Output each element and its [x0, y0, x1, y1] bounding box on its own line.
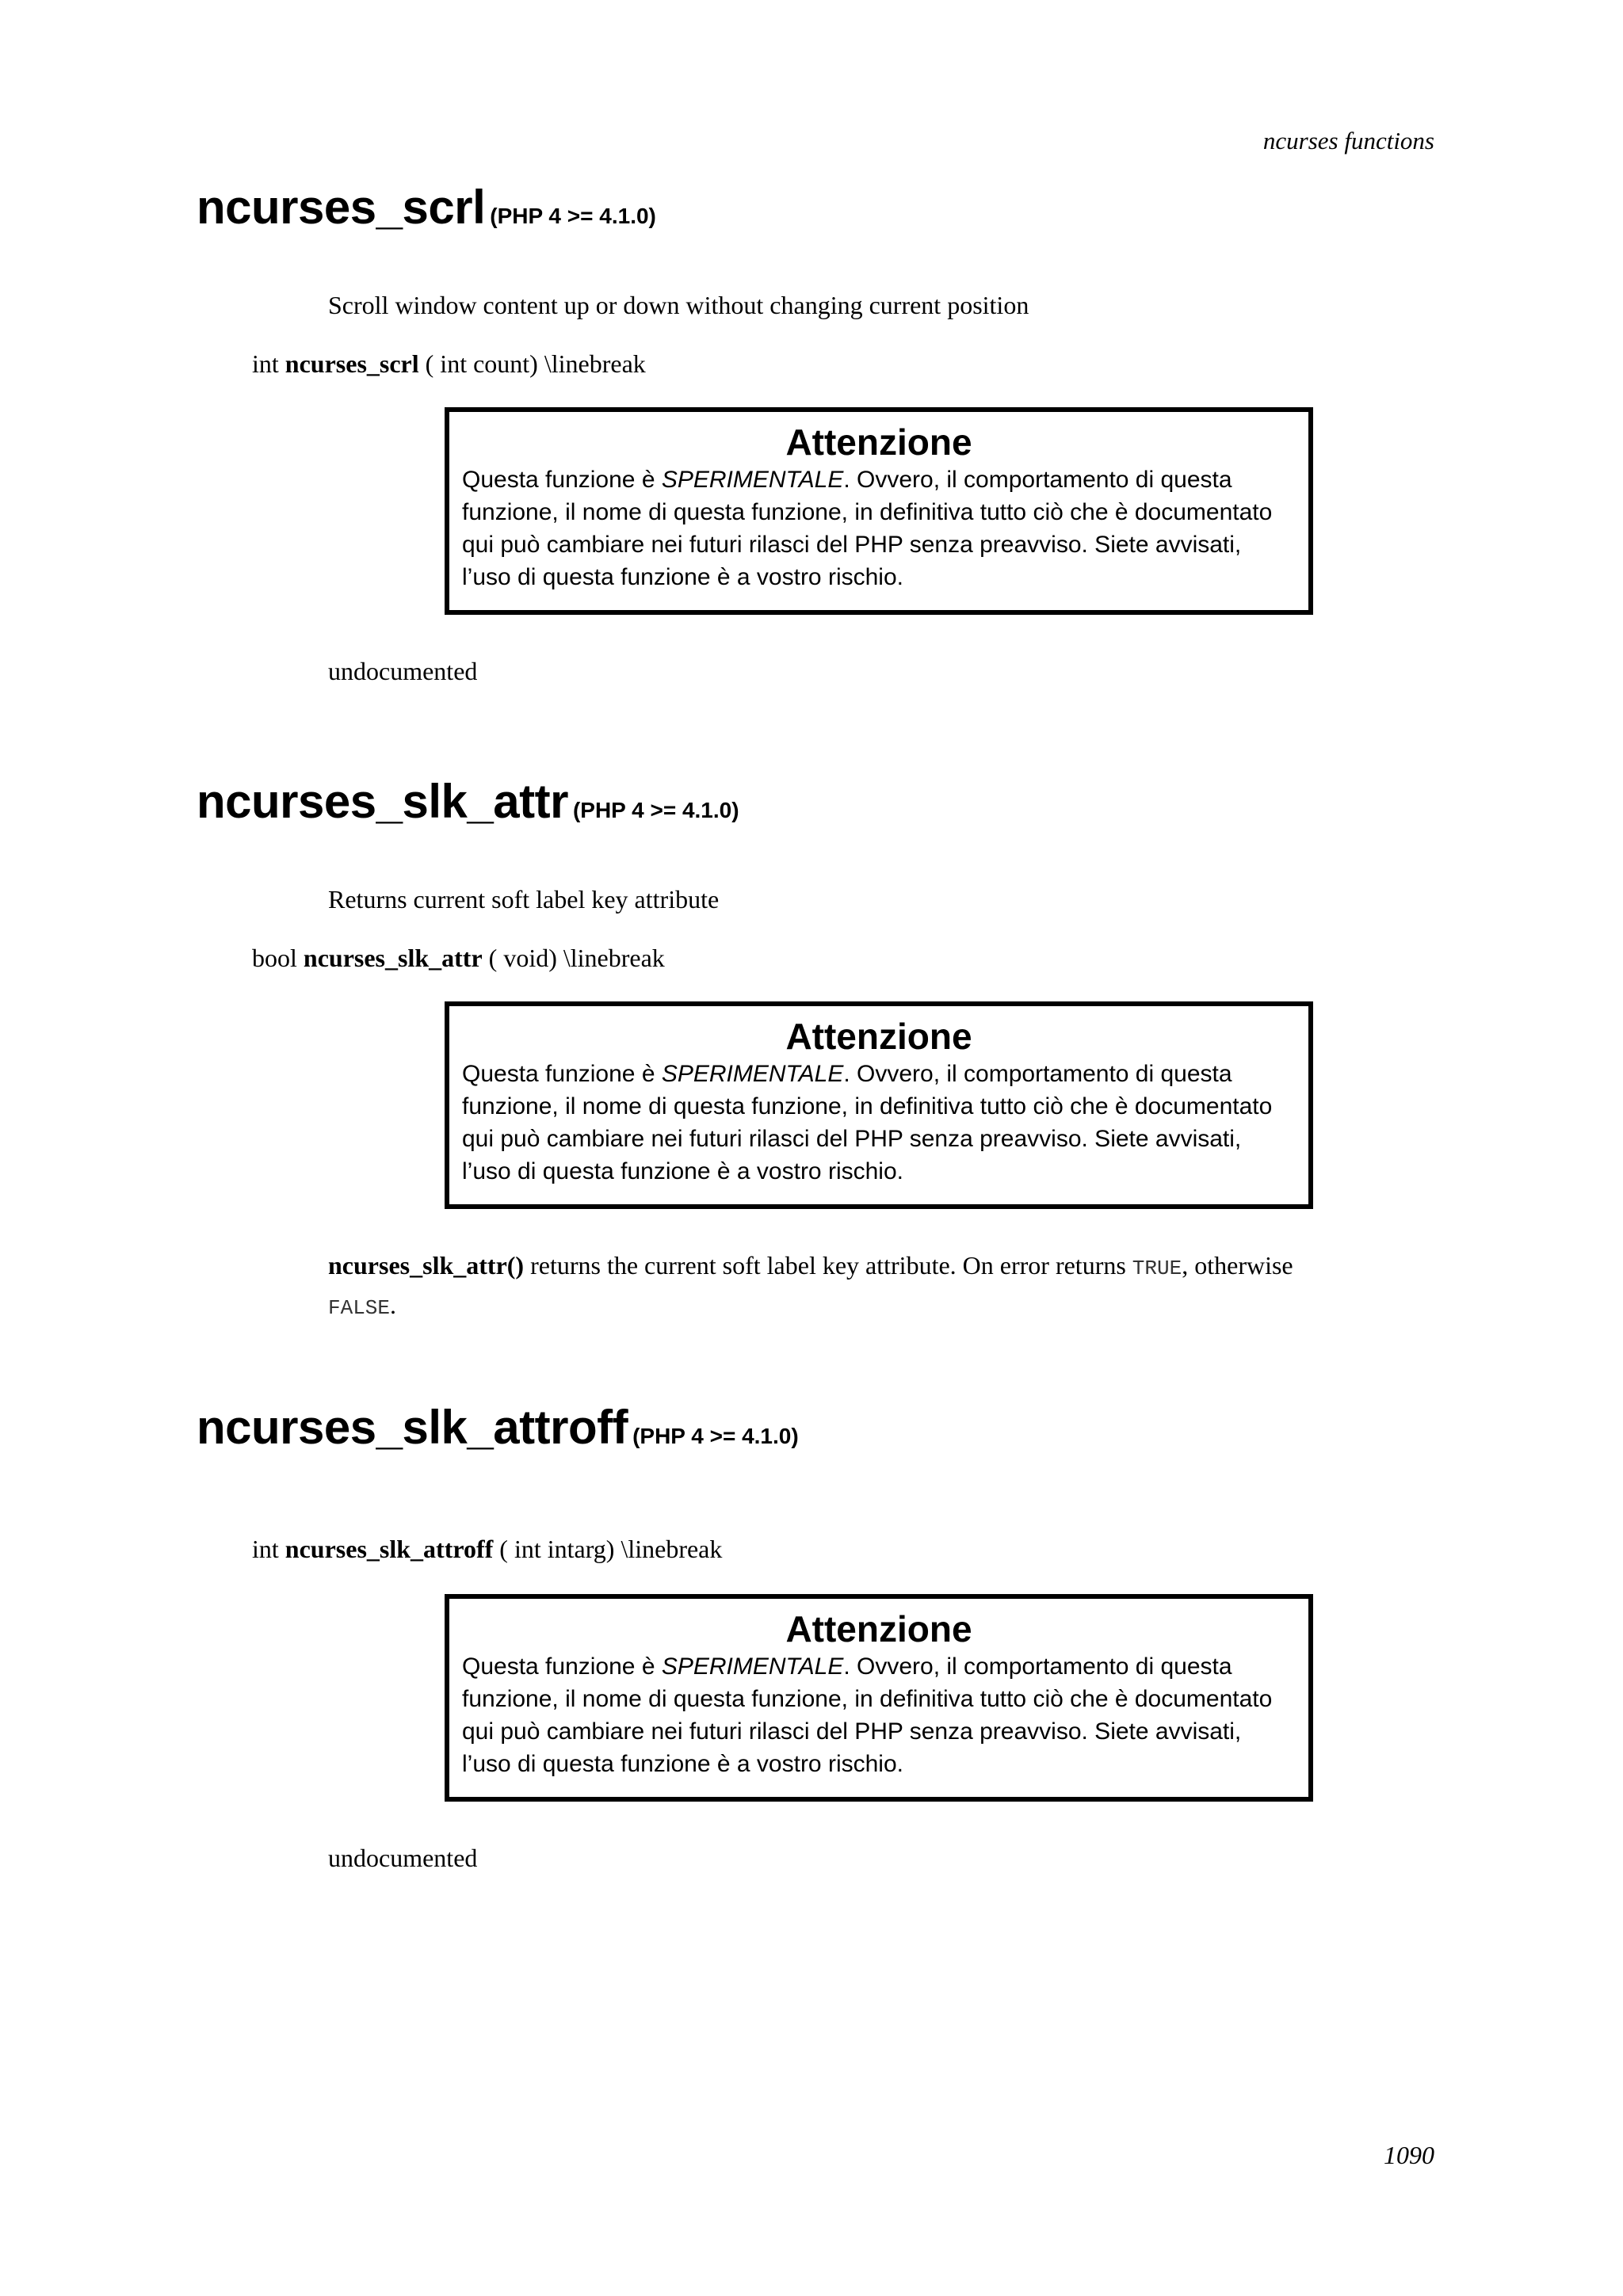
synopsis-function-name: ncurses_slk_attr — [303, 944, 483, 972]
experimental-emphasis: SPERIMENTALE — [661, 1060, 844, 1087]
function-purpose: Scroll window content up or down without changing current position — [328, 291, 1029, 319]
synopsis-params: ( int intarg) \linebreak — [499, 1535, 723, 1563]
warning-box — [445, 1001, 1313, 1209]
return-type: int — [252, 1535, 279, 1563]
function-title — [197, 775, 1433, 828]
return-type: bool — [252, 944, 297, 972]
warning-title: Attenzione — [785, 1016, 972, 1057]
section-ncurses-scrl — [197, 181, 1433, 707]
function-purpose: Returns current soft label key attribute — [328, 885, 720, 913]
synopsis-params: ( int count) \linebreak — [425, 349, 646, 378]
version-info: (PHP 4 >= 4.1.0) — [490, 204, 656, 228]
synopsis-params: ( void) \linebreak — [488, 944, 665, 972]
function-name: ncurses_slk_attroff — [197, 1401, 628, 1454]
function-synopsis — [252, 1535, 722, 1564]
synopsis-function-name: ncurses_slk_attroff — [285, 1535, 494, 1563]
false-constant: FALSE — [328, 1296, 391, 1320]
function-title — [197, 181, 1433, 234]
true-constant: TRUE — [1132, 1257, 1182, 1280]
warning-text: Questa funzione è SPERIMENTALE. Ovvero, il comportamento di questa funzione, il nome di questa funzione, in definitiva tutto ciò che è documentato qui può cambiare nei futuri rilasci del PHP senza preavviso. Siete avvisati, l’uso di questa funzione è a vostro rischio. — [462, 466, 1273, 590]
return-type: int — [252, 349, 279, 378]
section-ncurses-slk-attroff — [197, 1401, 1433, 1895]
version-info: (PHP 4 >= 4.1.0) — [572, 798, 739, 822]
function-description: ncurses_slk_attr() returns the current soft label key attribute. On error returns TRUE, otherwise FALSE. — [328, 1251, 1293, 1320]
function-name: ncurses_scrl — [197, 181, 486, 234]
function-description: undocumented — [328, 657, 478, 685]
warning-title: Attenzione — [785, 421, 972, 463]
warning-box — [445, 407, 1313, 615]
warning-title: Attenzione — [785, 1608, 972, 1650]
section-ncurses-slk-attr — [197, 775, 1433, 1348]
function-reference: ncurses_slk_attr() — [328, 1251, 525, 1280]
experimental-emphasis: SPERIMENTALE — [661, 1653, 844, 1680]
synopsis-function-name: ncurses_scrl — [285, 349, 419, 378]
version-info: (PHP 4 >= 4.1.0) — [632, 1424, 799, 1448]
function-name: ncurses_slk_attr — [197, 775, 568, 828]
experimental-emphasis: SPERIMENTALE — [661, 466, 844, 493]
function-title — [197, 1401, 1433, 1454]
warning-text: Questa funzione è SPERIMENTALE. Ovvero, il comportamento di questa funzione, il nome di questa funzione, in definitiva tutto ciò che è documentato qui può cambiare nei futuri rilasci del PHP senza preavviso. Siete avvisati, l’uso di questa funzione è a vostro rischio. — [462, 1060, 1273, 1184]
running-header: ncurses functions — [1262, 127, 1434, 154]
warning-box — [445, 1594, 1313, 1802]
warning-text: Questa funzione è SPERIMENTALE. Ovvero, il comportamento di questa funzione, il nome di questa funzione, in definitiva tutto ciò che è documentato qui può cambiare nei futuri rilasci del PHP senza preavviso. Siete avvisati, l’uso di questa funzione è a vostro rischio. — [462, 1653, 1273, 1777]
function-synopsis — [252, 349, 646, 379]
function-synopsis — [252, 944, 665, 973]
function-description: undocumented — [328, 1844, 478, 1872]
page-number: 1090 — [1384, 2141, 1434, 2169]
